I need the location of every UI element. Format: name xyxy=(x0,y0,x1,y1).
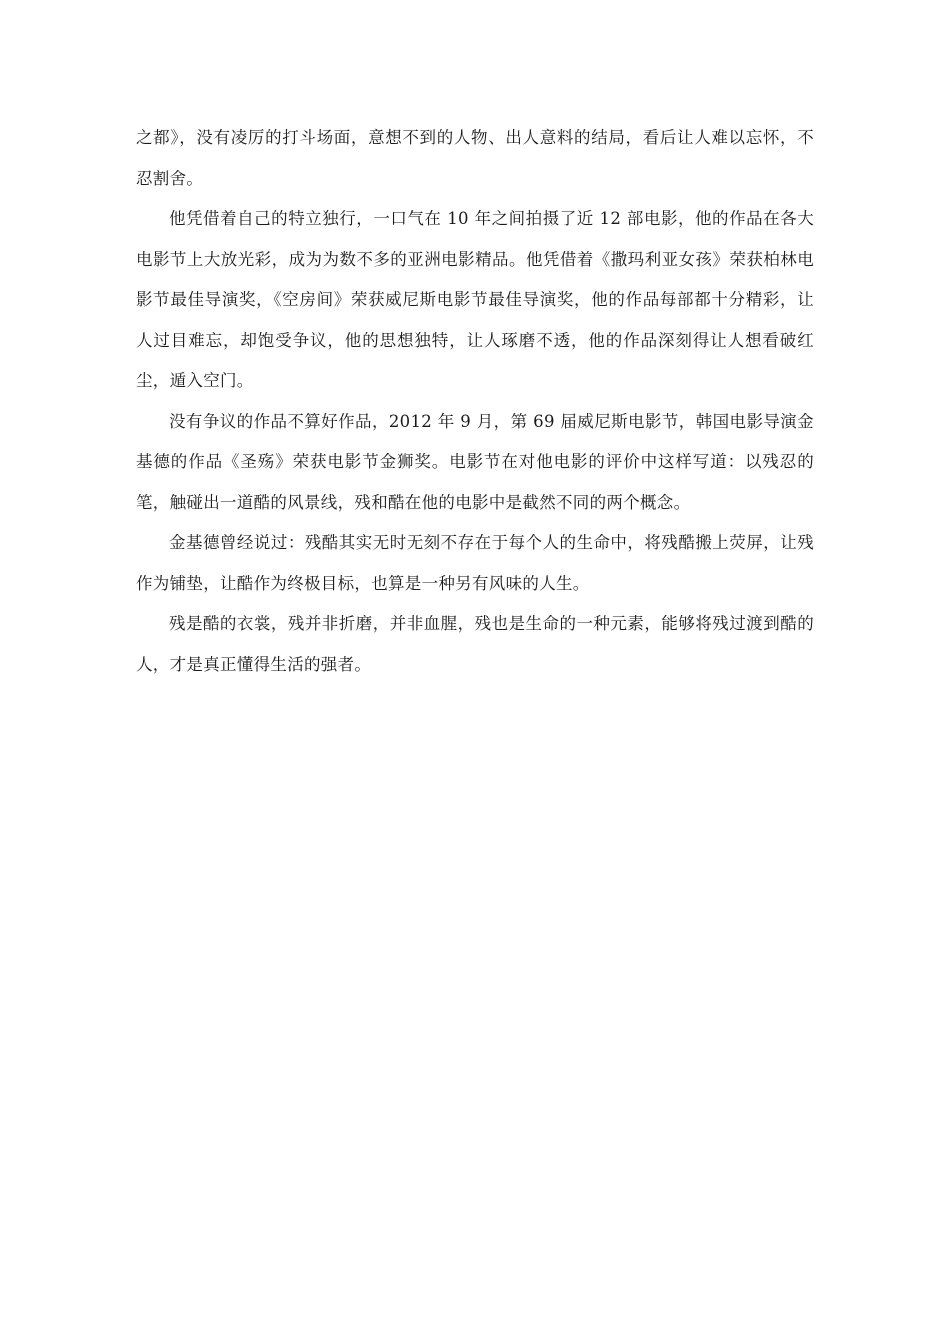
paragraph-career: 他凭借着自己的特立独行，一口气在 10 年之间拍摄了近 12 部电影，他的作品在各大电影节上大放光彩，成为为数不多的亚洲电影精品。他凭借着《撒玛利亚女孩》荣获柏林电影节最佳导演奖，《空房间》荣获威尼斯电影节最佳导演奖，他的作品每部都十分精彩，让人过目难忘，却饱受争议，他的思想独特，让人琢磨不透，他的作品深刻得让人想看破红尘，遁入空门。 xyxy=(136,209,814,390)
paragraph-conclusion: 残是酷的衣裳，残并非折磨，并非血腥，残也是生命的一种元素，能够将残过渡到酷的人，才是真正懂得生活的强者。 xyxy=(136,614,814,674)
paragraph-continuation: 之都》，没有凌厉的打斗场面，意想不到的人物、出人意料的结局，看后让人难以忘怀，不忍割舍。 xyxy=(136,128,814,188)
paragraph-venice-award: 没有争议的作品不算好作品，2012 年 9 月，第 69 届威尼斯电影节，韩国电影导演金基德的作品《圣殇》荣获电影节金狮奖。电影节在对他电影的评价中这样写道：以残忍的笔，触碰出一道酷的风景线，残和酷在他的电影中是截然不同的两个概念。 xyxy=(136,411,814,512)
paragraph-quote: 金基德曾经说过：残酷其实无时无刻不存在于每个人的生命中，将残酷搬上荧屏，让残作为铺垫，让酷作为终极目标，也算是一种另有风味的人生。 xyxy=(136,533,814,593)
article-body xyxy=(136,118,814,685)
